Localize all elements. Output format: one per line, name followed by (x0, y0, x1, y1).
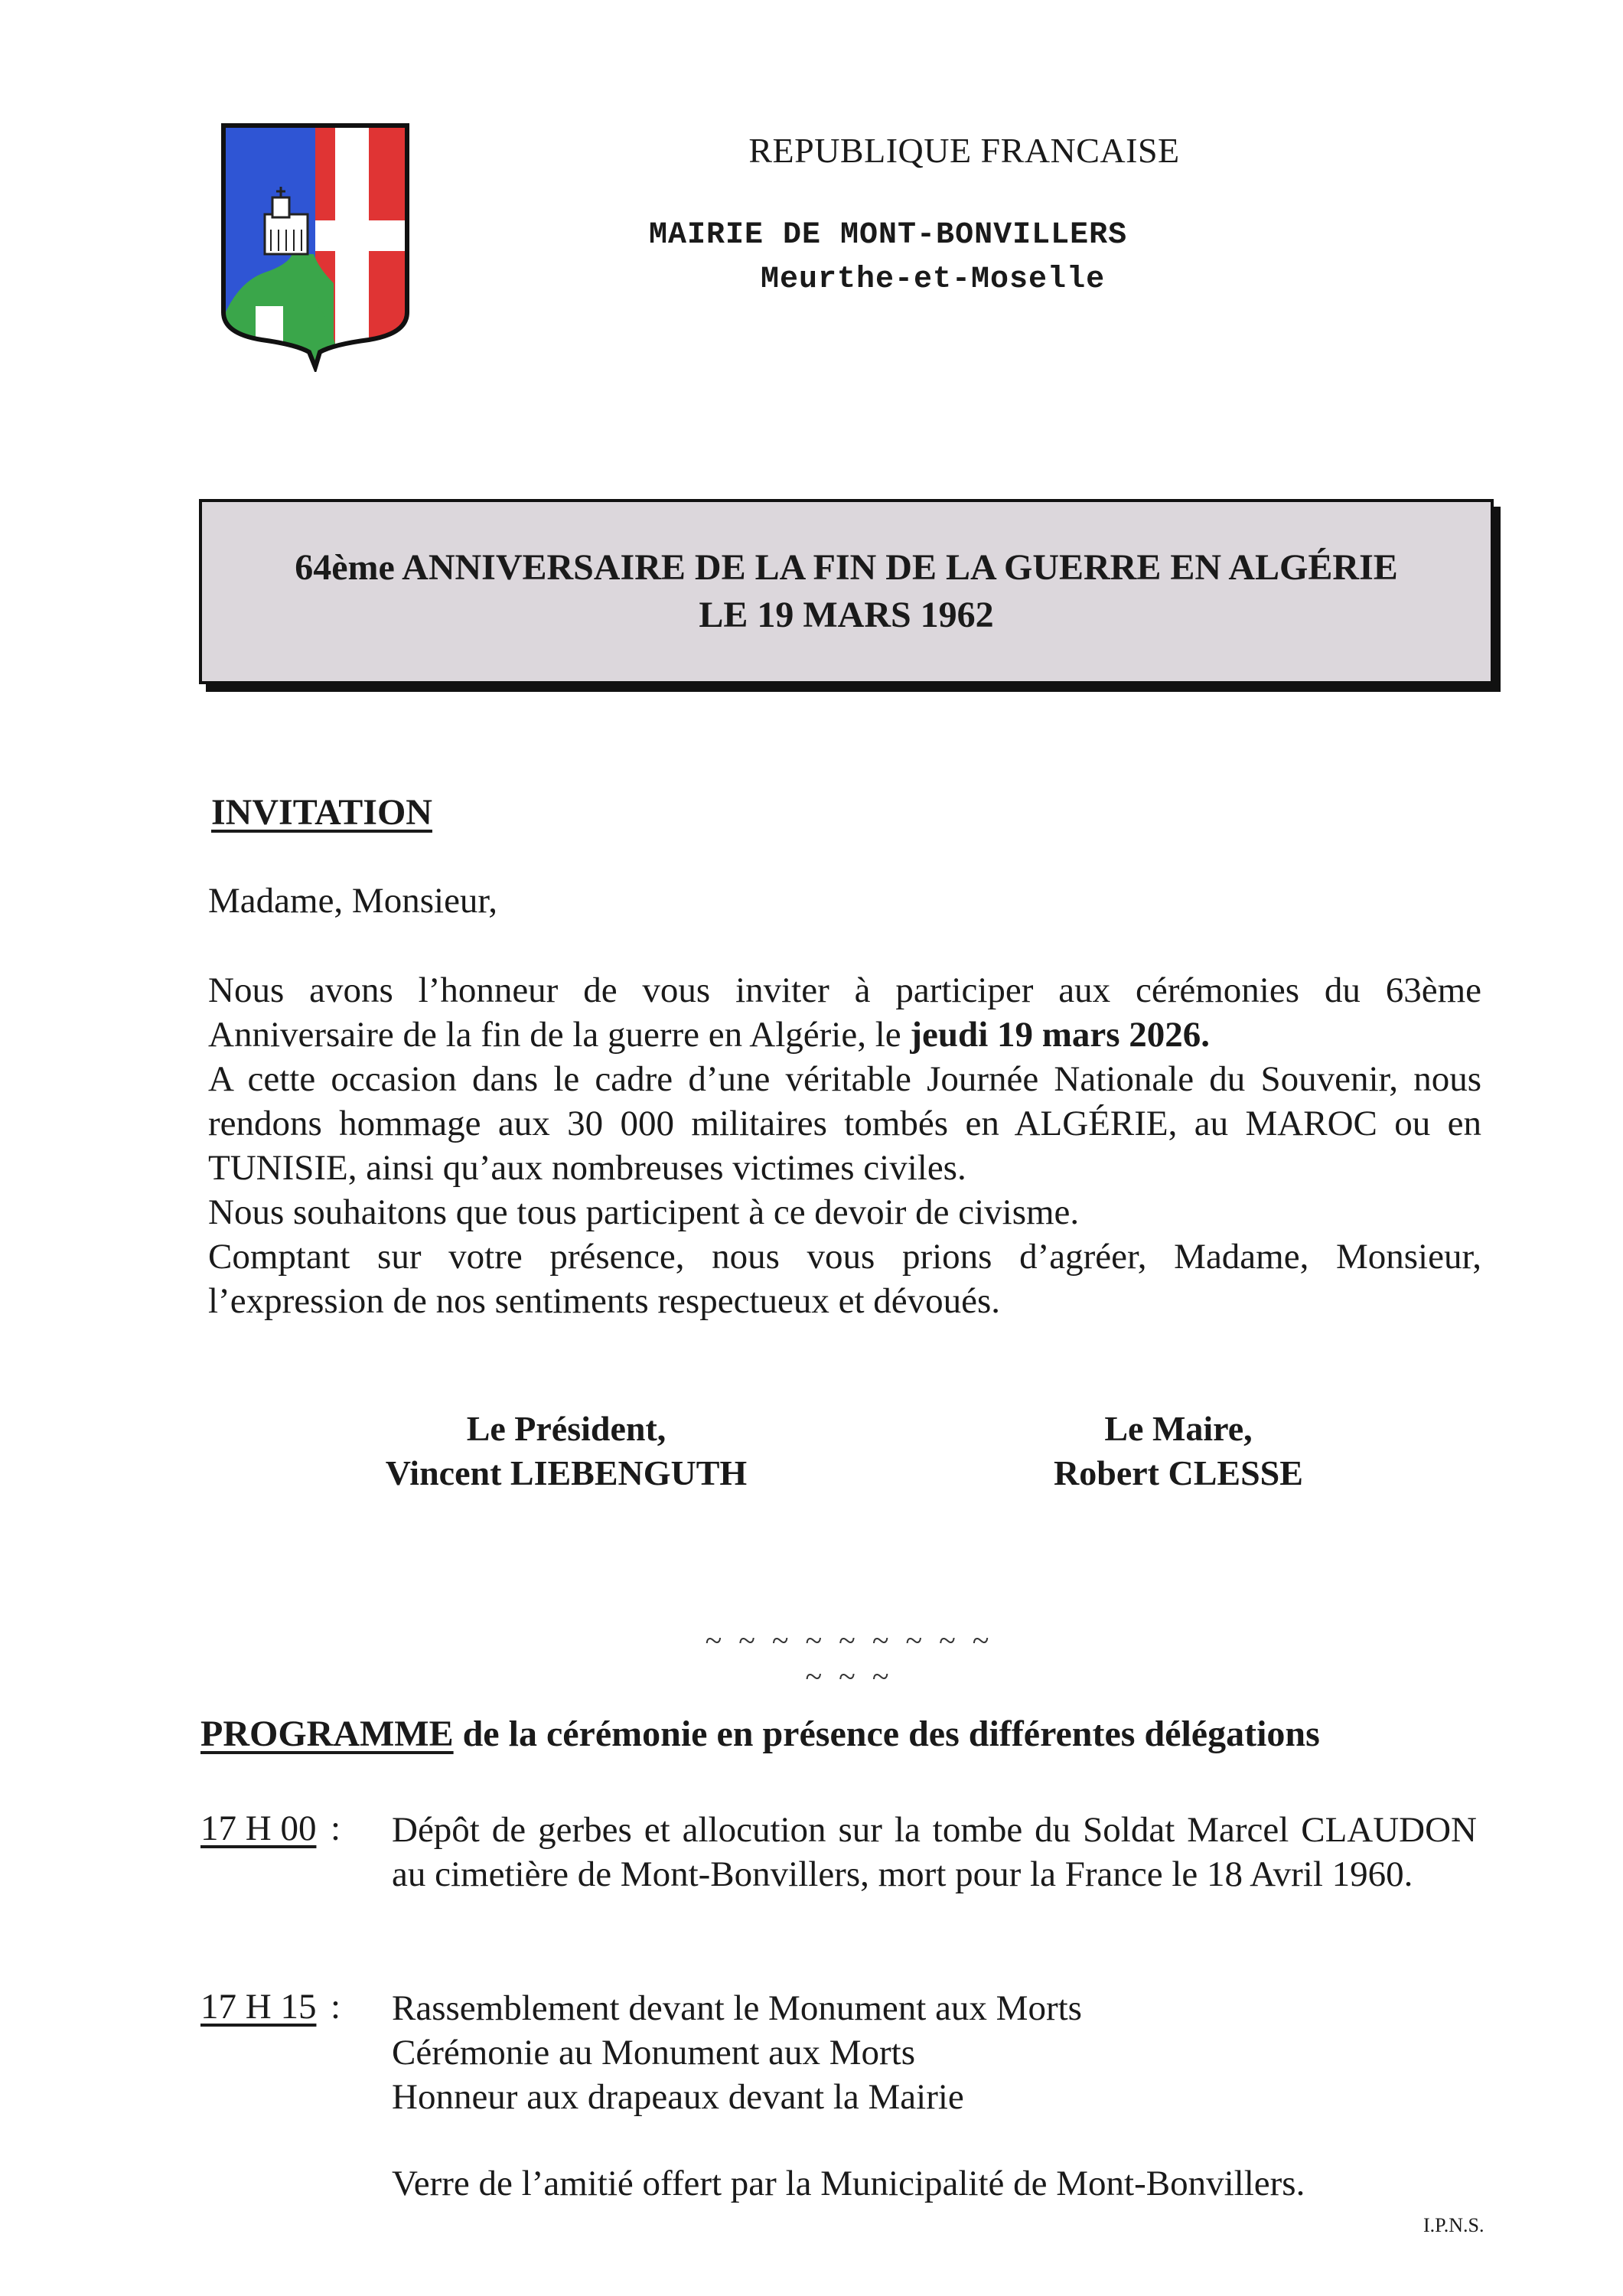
departement-name: Meurthe-et-Moselle (761, 263, 1106, 297)
programme-item-2-line: Rassemblement devant le Monument aux Morts (392, 1988, 1082, 2028)
mairie-name: MAIRIE DE MONT-BONVILLERS (649, 218, 1128, 253)
programme-item-2 (392, 1986, 1477, 2119)
separator: ~ ~ ~ ~ ~ ~ ~ ~ ~ ~ ~ ~ (705, 1623, 994, 1694)
programme-heading (200, 1713, 1320, 1755)
title-line-2: LE 19 MARS 1962 (699, 595, 994, 635)
programme-item-1 (392, 1808, 1477, 1896)
programme-time-1: 17 H 00 (200, 1808, 317, 1848)
invitation-body (208, 968, 1481, 1323)
ceremony-date: jeudi 19 mars 2026. (910, 1015, 1211, 1055)
greeting: Madame, Monsieur, (208, 881, 497, 921)
maire-name: Robert CLESSE (1054, 1453, 1303, 1492)
paragraph-hommage: A cette occasion dans le cadre d’une véritable Journée Nationale du Souvenir, nous rendons hommage aux 30 000 militaires tombés en ALGÉRIE, au MAROC ou en TUNISIE, ainsi qu’aux nombreuses victimes civiles. (208, 1059, 1481, 1188)
paragraph-closing: Comptant sur votre présence, nous vous prions d’agréer, Madame, Monsieur, l’expression de nos sentiments respectueux et dévoués. (208, 1237, 1481, 1321)
signature-president (329, 1407, 803, 1495)
paragraph-invite-text: Nous avons l’honneur de vous inviter à participer aux cérémonies du 63ème Anniversaire de la fin de la guerre en Algérie, le (208, 970, 1481, 1055)
coat-of-arms-icon (219, 122, 412, 372)
programme-item-2-line: Cérémonie au Monument aux Morts (392, 2033, 915, 2073)
time-colon: : (331, 1987, 341, 2027)
president-title: Le Président, (466, 1409, 666, 1448)
programme-closing: Verre de l’amitié offert par la Municipalité de Mont-Bonvillers. (392, 2164, 1305, 2203)
programme-time-2: 17 H 15 (200, 1987, 317, 2027)
programme-label: PROGRAMME (200, 1714, 454, 1754)
president-name: Vincent LIEBENGUTH (385, 1453, 748, 1492)
time-colon: : (331, 1808, 341, 1848)
ipns-mark: I.P.N.S. (1423, 2214, 1484, 2236)
invitation-heading: INVITATION (211, 792, 432, 833)
signature-maire (979, 1407, 1377, 1495)
title-line-1: 64ème ANNIVERSAIRE DE LA FIN DE LA GUERRE EN ALGÉRIE (295, 547, 1398, 588)
programme-item-1-text: Dépôt de gerbes et allocution sur la tombe du Soldat Marcel CLAUDON au cimetière de Mont-Bonvillers, mort pour la France le 18 Avril 1960. (392, 1810, 1477, 1894)
programme-subtitle: de la cérémonie en présence des différentes délégations (453, 1714, 1320, 1754)
republique-heading: REPUBLIQUE FRANCAISE (748, 131, 1180, 170)
maire-title: Le Maire, (1104, 1409, 1253, 1448)
paragraph-invite (208, 968, 1481, 1057)
paragraph-civisme: Nous souhaitons que tous participent à ce devoir de civisme. (208, 1192, 1080, 1232)
programme-item-2-line: Honneur aux drapeaux devant la Mairie (392, 2077, 964, 2117)
title-box (199, 499, 1494, 684)
